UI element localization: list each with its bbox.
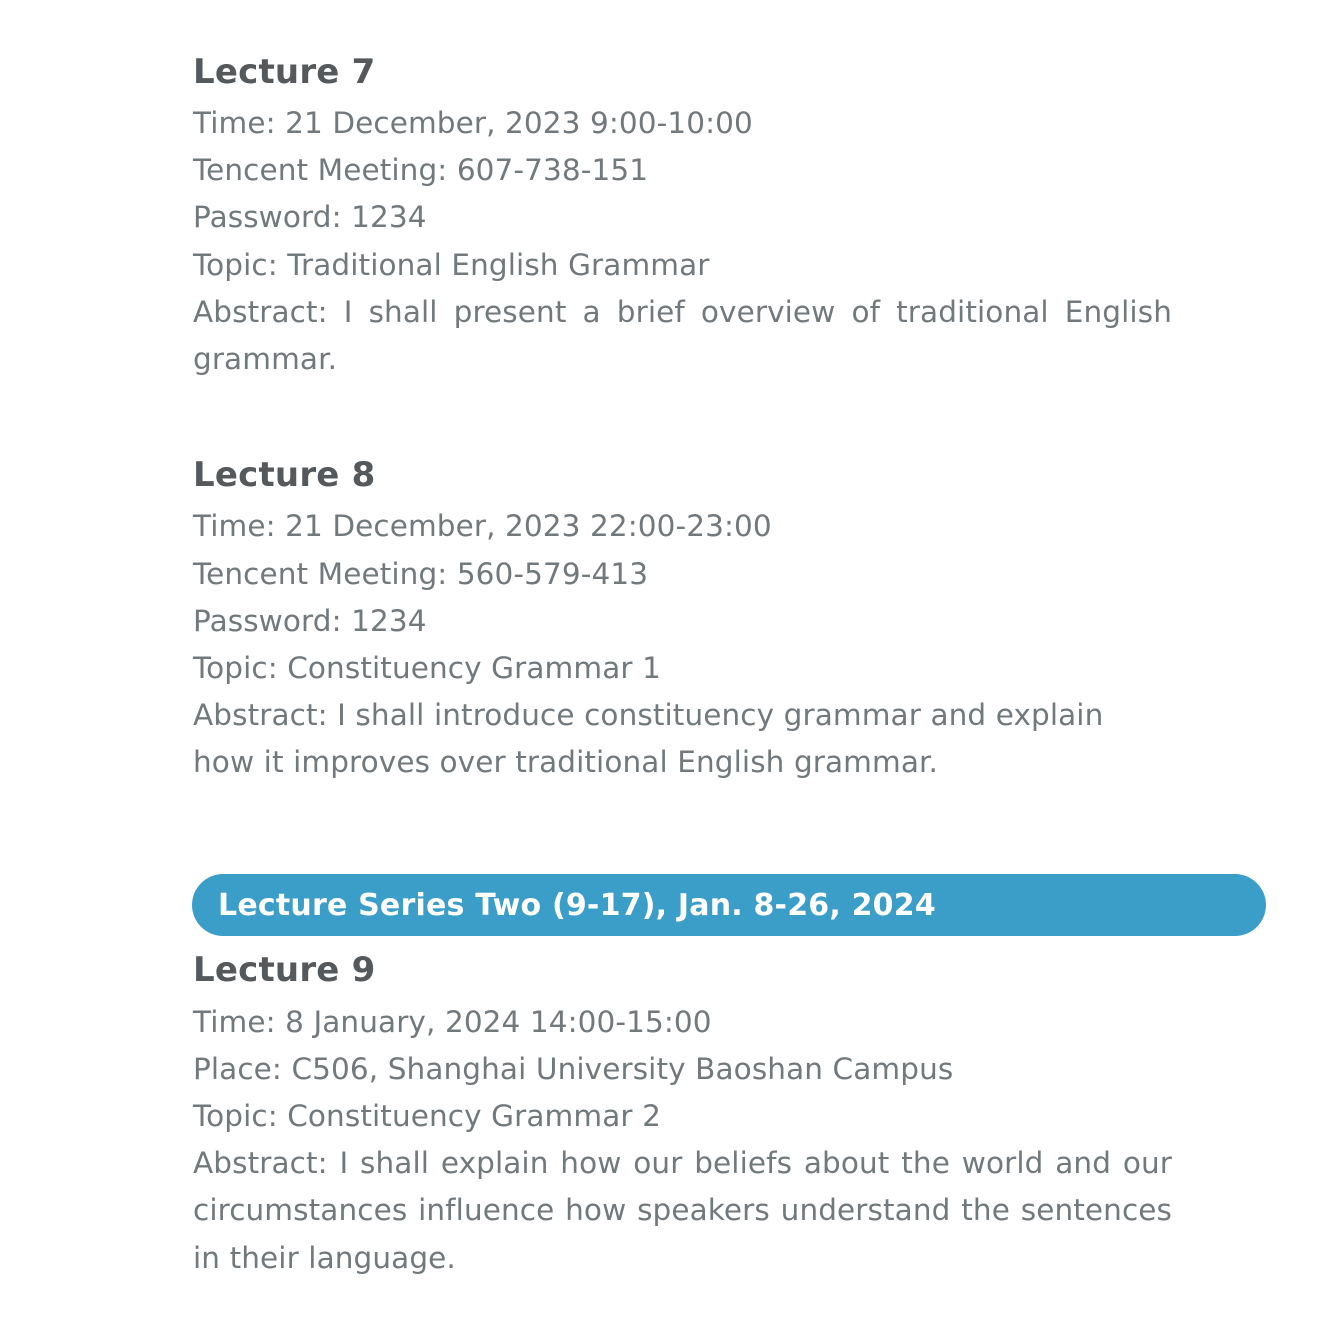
lecture-meeting-id: Tencent Meeting: 607-738-151 bbox=[193, 153, 649, 188]
lecture-password: Password: 1234 bbox=[193, 200, 427, 235]
lecture-series-banner-label: Lecture Series Two (9-17), Jan. 8-26, 2024 bbox=[218, 887, 936, 923]
lecture-topic: Topic: Constituency Grammar 2 bbox=[193, 1098, 661, 1133]
lecture-password: Password: 1234 bbox=[193, 603, 427, 638]
lecture-title: Lecture 8 bbox=[193, 455, 376, 496]
lecture-block-7 bbox=[193, 52, 1172, 383]
lecture-time: Time: 21 December, 2023 9:00-10:00 bbox=[193, 106, 753, 141]
lecture-abstract: Abstract: I shall introduce constituency grammar and explain how it improves over traditional English grammar. bbox=[193, 698, 1104, 780]
lecture-abstract: Abstract: I shall explain how our beliefs about the world and our circumstances influence how speakers understand the sentences in their language. bbox=[193, 1146, 1172, 1275]
block-spacer bbox=[193, 786, 1172, 874]
lecture-topic: Topic: Constituency Grammar 1 bbox=[193, 650, 661, 685]
lecture-title: Lecture 9 bbox=[193, 950, 376, 991]
lecture-title: Lecture 7 bbox=[193, 52, 376, 92]
lecture-topic: Topic: Traditional English Grammar bbox=[193, 247, 710, 282]
lecture-meeting-id: Tencent Meeting: 560-579-413 bbox=[193, 556, 649, 591]
lecture-time: Time: 8 January, 2024 14:00-15:00 bbox=[193, 1004, 712, 1039]
lecture-block-8 bbox=[193, 455, 1172, 786]
lecture-abstract: Abstract: I shall present a brief overview of traditional English grammar. bbox=[193, 294, 1172, 377]
block-spacer bbox=[193, 383, 1172, 455]
lecture-block-9 bbox=[193, 950, 1172, 1281]
lecture-time: Time: 21 December, 2023 22:00-23:00 bbox=[193, 509, 772, 544]
lecture-series-banner bbox=[192, 874, 1266, 936]
lecture-place: Place: C506, Shanghai University Baoshan Campus bbox=[193, 1051, 954, 1086]
